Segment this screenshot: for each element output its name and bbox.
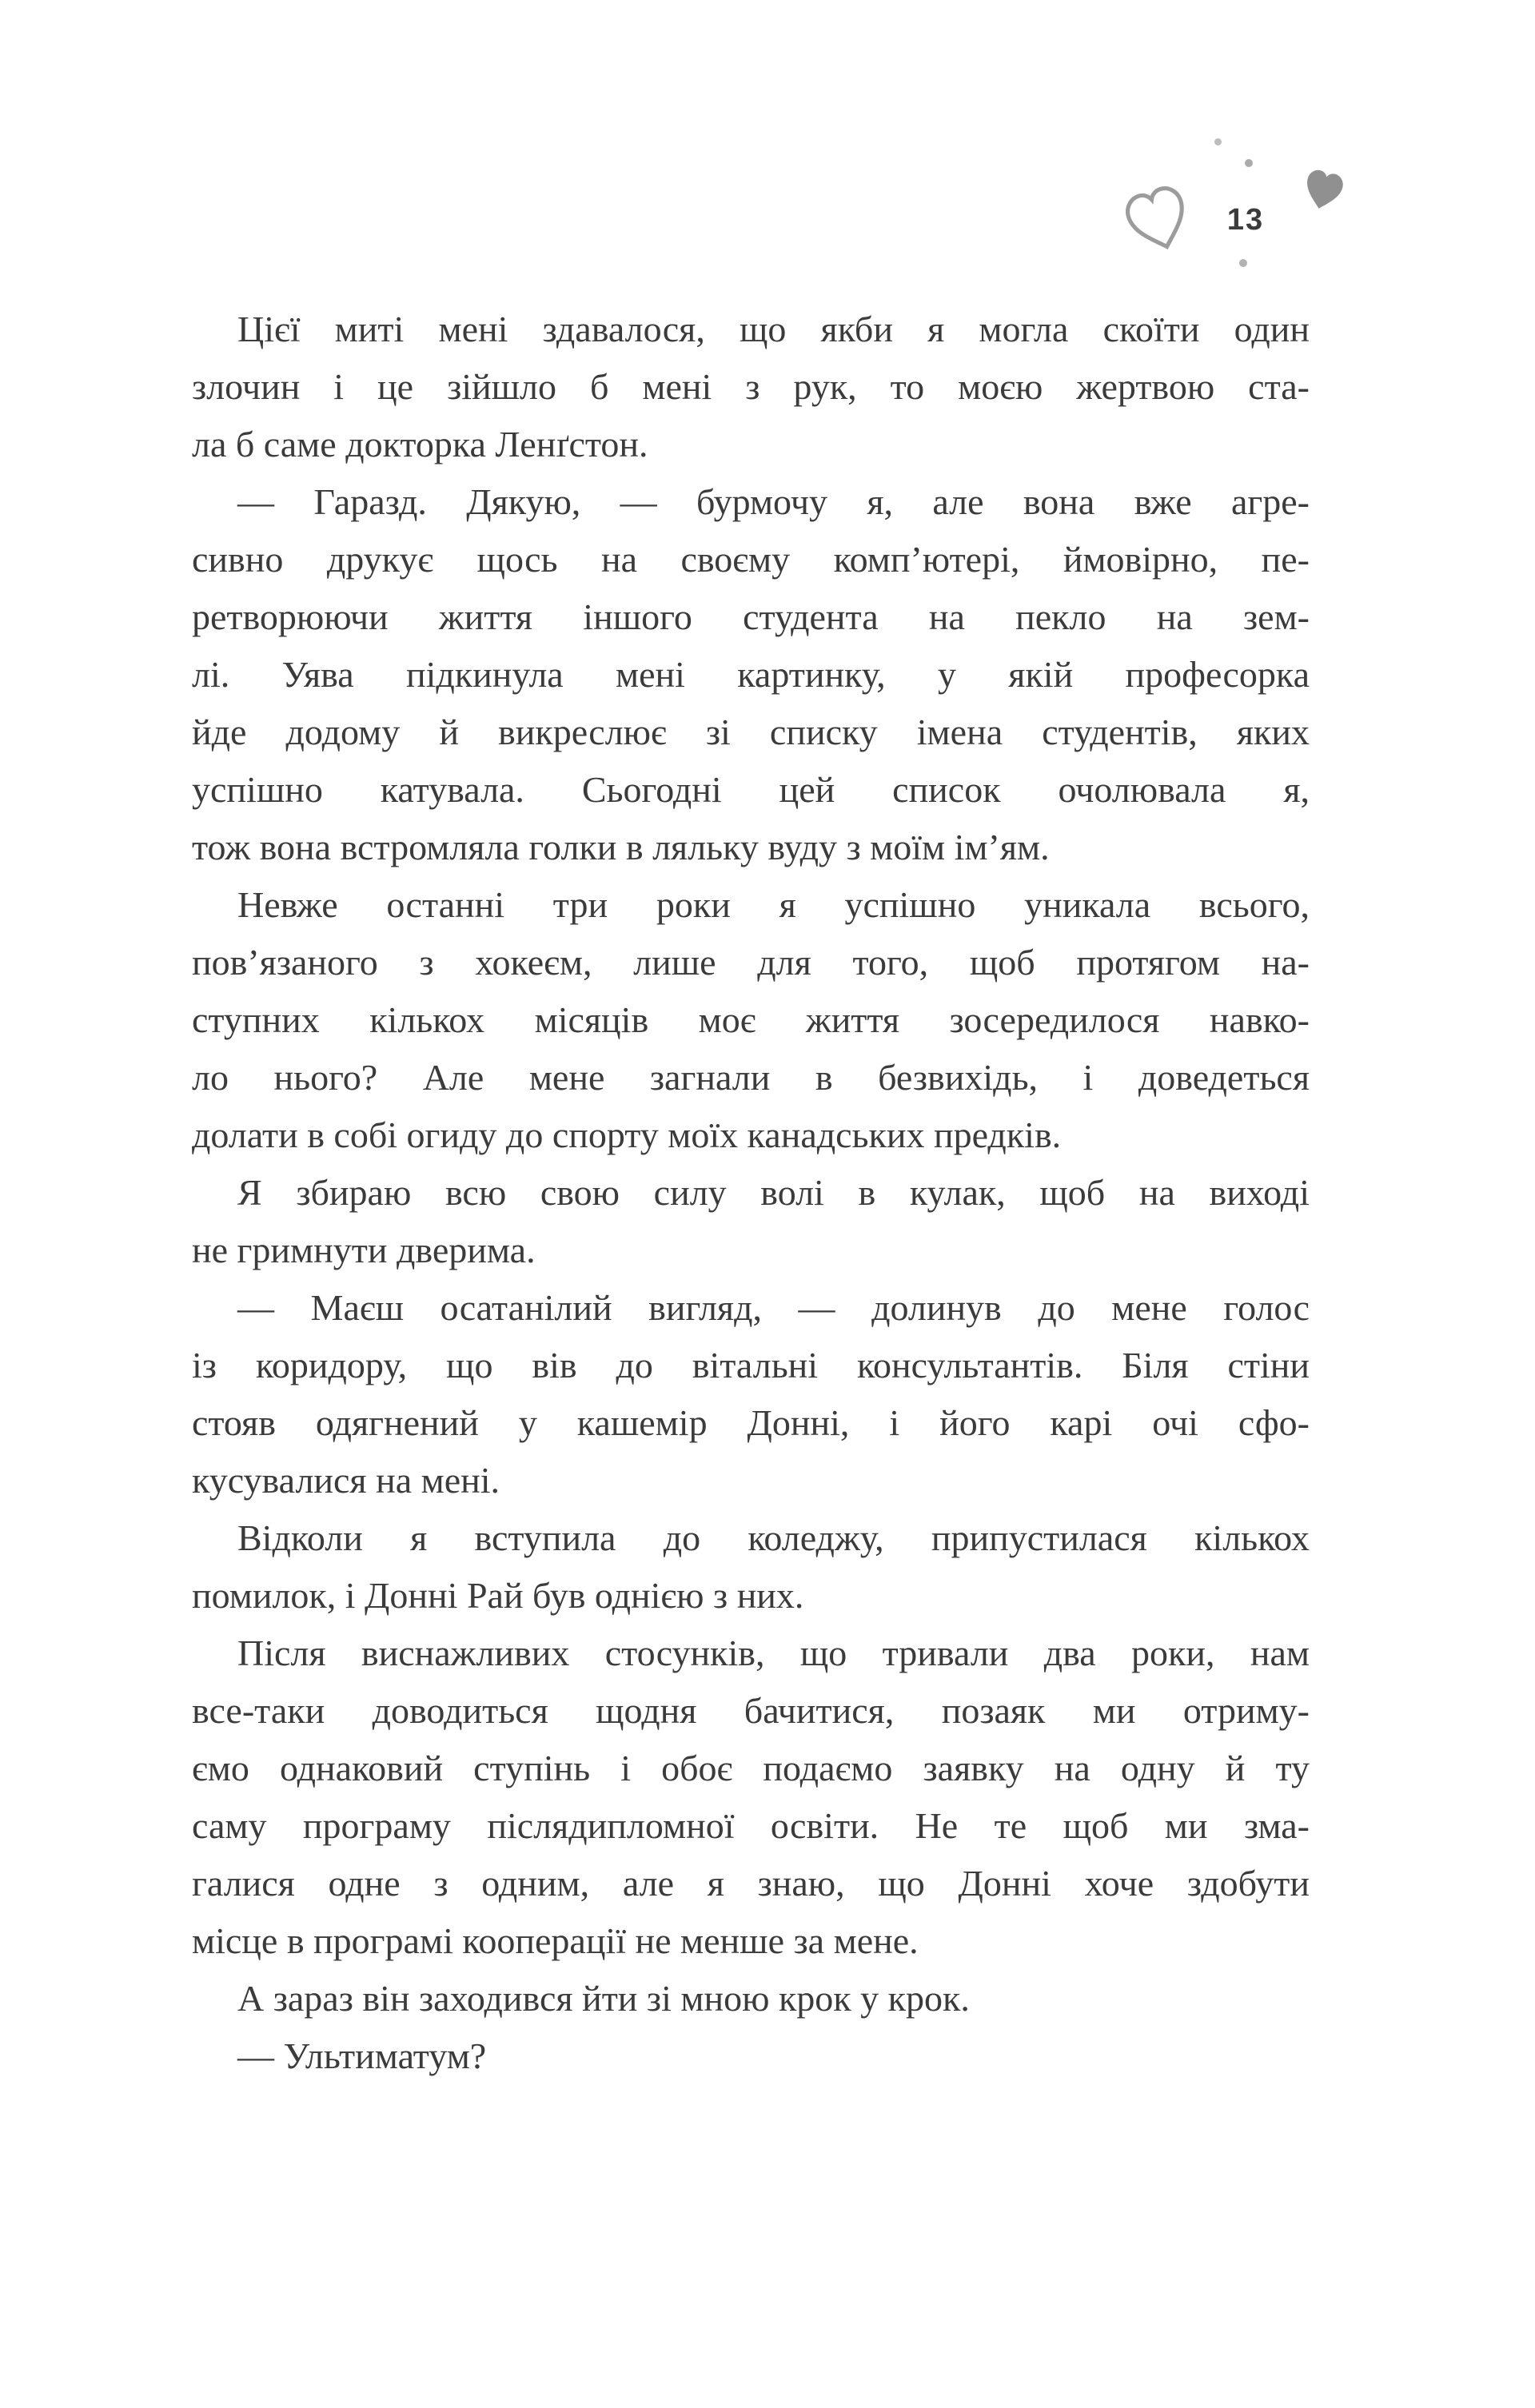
paragraph [192,1509,1310,1625]
text-line: злочин і це зійшло б мені з рук, то моєю жертвою ста- [192,366,1310,407]
text-line: ло нього? Але мене загнали в безвихідь, і доведеться [192,1057,1310,1098]
text-line: ретворюючи життя іншого студента на пекло на зем- [192,596,1310,637]
text-line: із коридору, що вів до вітальні консультантів. Біля стіни [192,1345,1310,1385]
text-line: місце в програмі кооперації не менше за мене. [192,1920,919,1961]
text-line: — Гаразд. Дякую, — бурмочу я, але вона вже агре- [237,481,1310,522]
text-line: Відколи я вступила до коледжу, припустилася кількох [237,1517,1310,1558]
text-line: успішно катувала. Сьогодні цей список очолювала я, [192,769,1310,810]
text-line: — Ультиматум? [237,2035,487,2076]
text-line: помилок, і Донні Рай був однією з них. [192,1575,804,1616]
decor-dot [1239,259,1247,267]
text-line: Невже останні три роки я успішно уникала всього, [237,884,1310,925]
text-line: тож вона встромляла голки в ляльку вуду з моїм ім’ям. [192,827,1050,867]
paragraph [192,301,1310,473]
text-line: ла б саме докторка Ленґстон. [192,424,648,464]
paragraph [192,1625,1310,1970]
text-line: лі. Уява підкинула мені картинку, у якій професорка [192,654,1310,695]
decor-dot [1214,138,1222,146]
page-number: 13 [1226,203,1265,237]
text-line: Цієї миті мені здавалося, що якби я могла скоїти один [237,309,1310,349]
paragraph [192,1279,1310,1509]
text-line: кусувалися на мені. [192,1460,500,1501]
text-line: ємо однаковий ступінь і обоє подаємо заявку на одну й ту [192,1748,1310,1788]
paragraph [192,1164,1310,1279]
filled-heart-icon [1296,161,1350,220]
paragraph [192,876,1310,1164]
text-line: сивно друкує щось на своєму комп’ютері, ймовірно, пе- [192,539,1310,580]
text-line: стояв одягнений у кашемір Донні, і його карі очі сфо- [192,1402,1310,1443]
paragraph [192,473,1310,876]
page-text [192,301,1310,2085]
text-line: все-таки доводиться щодня бачитися, позаяк ми отриму- [192,1690,1310,1731]
text-line: не гримнути дверима. [192,1230,536,1270]
text-line: саму програму післядипломної освіти. Не те щоб ми зма- [192,1805,1310,1846]
paragraph [192,1970,1310,2027]
text-line: галися одне з одним, але я знаю, що Донні хоче здобути [192,1863,1310,1904]
text-line: долати в собі огиду до спорту моїх канадських предків. [192,1114,1062,1155]
text-line: А зараз він заходився йти зі мною крок у крок. [237,1978,970,2019]
outline-heart-icon [1115,173,1202,269]
text-line: пов’язаного з хокеєм, лише для того, щоб протягом на- [192,942,1310,983]
text-line: ступних кількох місяців моє життя зосередилося навко- [192,999,1310,1040]
decor-dot [1245,159,1253,167]
text-line: Я збираю всю свою силу волі в кулак, щоб на виході [237,1172,1310,1213]
paragraph [192,2027,1310,2085]
text-line: Після виснажливих стосунків, що тривали два роки, нам [237,1633,1310,1673]
text-line: — Маєш осатанілий вигляд, — долинув до мене голос [237,1287,1310,1328]
text-line: йде додому й викреслює зі списку імена студентів, яких [192,712,1310,752]
